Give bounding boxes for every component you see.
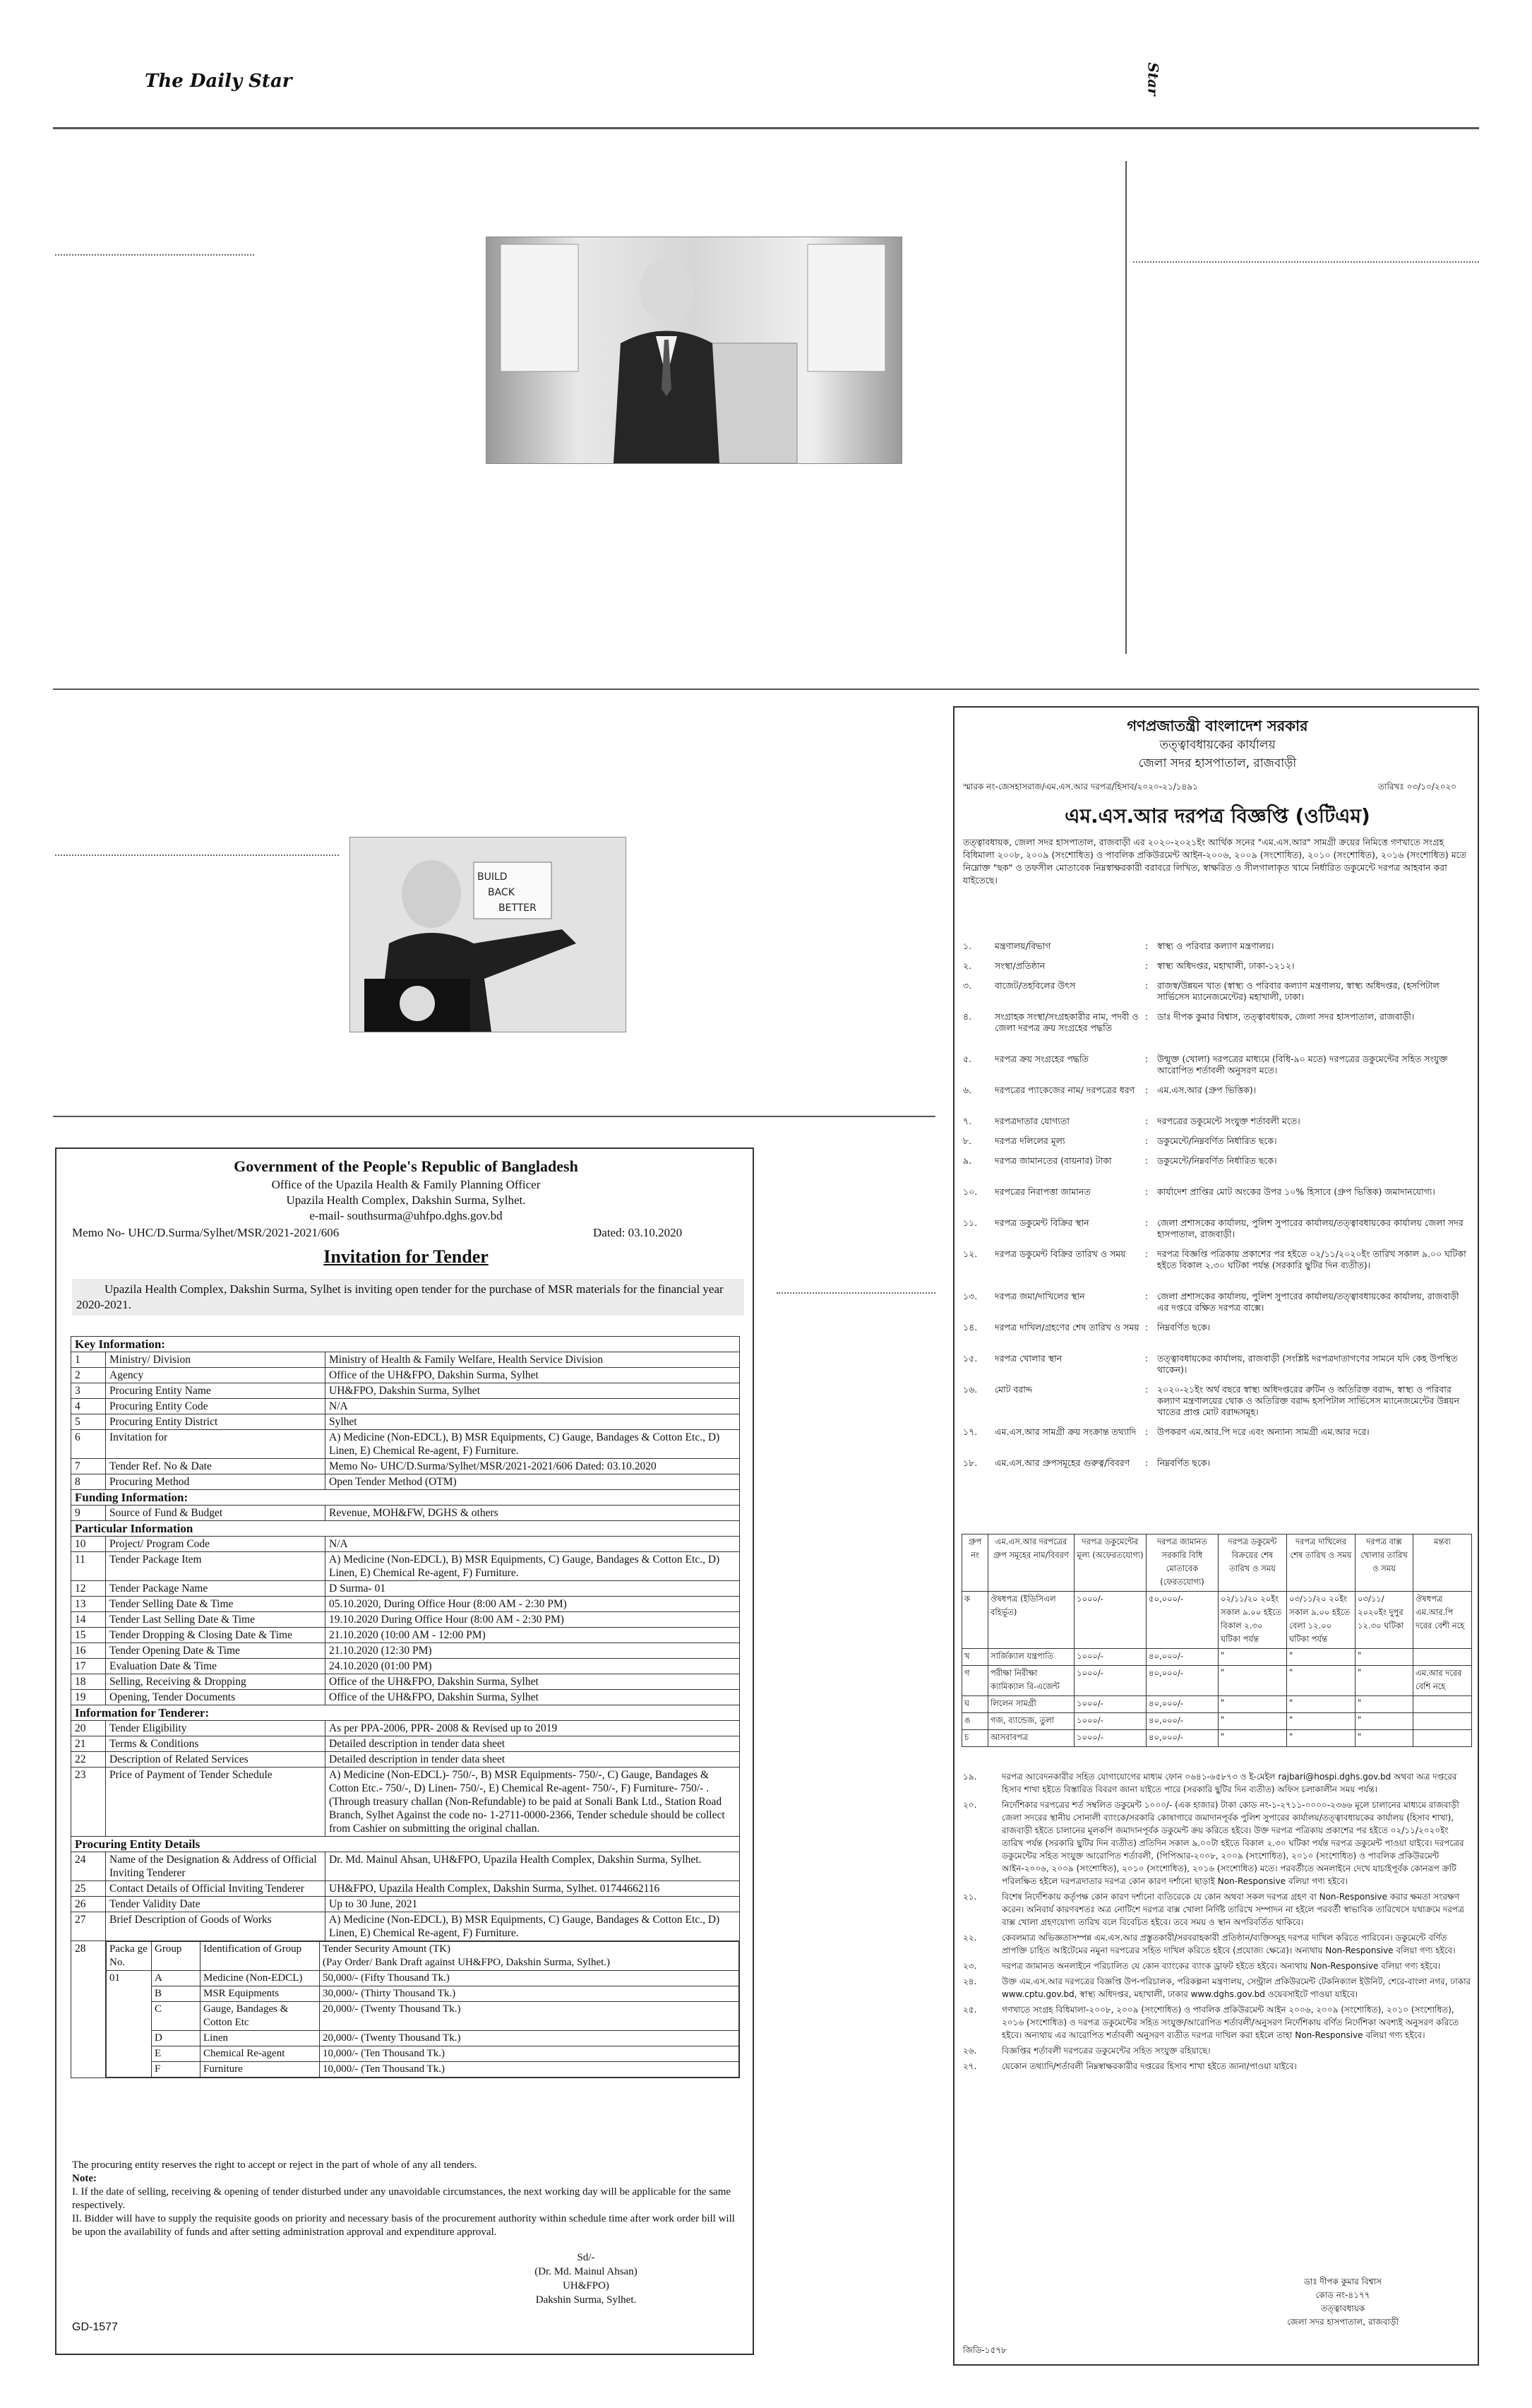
dotted-separator	[55, 854, 339, 856]
tender-notice-english	[55, 1148, 754, 2355]
list-item: ২০. নির্দেশিকার দরপত্রের শর্ত সম্বলিত ডকুমেন্ট ১০০০/- (এক হাজার) টাকা কোড নং-১-২৭১১-০০০০-২৩৬৬ মূলে চালানের মাধ্যমে রাজবাড়ী জেলা সদরের স্থানীয় সোনালী ব্যাংকে/সরকারি কোষাগারে জমাদানপূর্বক পুলিশ সুপারের কার্যালয়/তত্ত্বাবধায়কের কার্যালয় (হিসাব শাখা), রাজবাড়ী হইতে চালানের মূলকপি জমাদানপূর্বক ডকুমেন্ট ক্রয় করিতে হইবে। উক্ত দরপত্র পত্রিকায় প্রকাশের পর হইতে ০২/১১/২০২০ইং তারিখ পর্যন্ত (সরকারি ছুটির দিন ব্যতীত) প্রতিদিন সকাল ৯.০০টা হইতে বিকাল ২.৩০ ঘটিকা পর্যন্ত দরপত্র ডকুমেন্ট পাওয়া যাইবে। দরপত্রের ডকুমেন্টের সহিত সংযুক্ত আরোপিত শর্তাবলী, (পিপিআর-২০০৮, ২০০৯ (সংশোধিত), ২০১০ (সংশোধিত) ও পাবলিক প্রকিউরমেন্ট আইন-২০০৬, ২০০৯ (সংশোধিত), ২০১০ (সংশোধিত), ২০১৬ (সংশোধিত) মতে। পরবর্তীতে অনলাইনে দেখে যাচাইপূর্বক কোনরূপ ক্রটি পরিলক্ষিত হইলে দরপত্রদাতার দরপত্র কোন কারণ দর্শানো ছাড়াই Non-Responsive বলিয়া গণ্য হইবে।	[963, 1800, 1464, 1886]
table-row: 26 Tender Validity Date Up to 30 June, 2021	[71, 1897, 740, 1912]
tender-key-table	[71, 1336, 740, 2078]
table-row: 5 Procuring Entity District Sylhet	[71, 1414, 740, 1430]
dotted-separator	[1133, 261, 1479, 263]
list-item: ২৭. যেকোন তথ্যাদি/শর্তাবলী নিম্নস্বাক্ষরকারীর দপ্তরের হিসাব শাখা হইতে জানা/পাওয়া যাইবে।	[963, 2061, 1297, 2071]
table-row: 16 Tender Opening Date & Time 21.10.2020 (12:30 PM)	[71, 1643, 740, 1659]
note-title: Note:	[72, 2173, 97, 2184]
section-heading: Particular Information	[71, 1521, 740, 1537]
photo-man-at-podium	[349, 837, 626, 1032]
section-heading: Procuring Entity Details	[71, 1837, 740, 1852]
table-row: 19 Opening, Tender Documents Office of the UH&FPO, Dakshin Surma, Sylhet	[71, 1690, 740, 1705]
table-row: 8 Procuring Method Open Tender Method (OTM)	[71, 1474, 740, 1490]
dotted-separator	[55, 254, 254, 256]
note-item: II. Bidder will have to supply the requisite goods on priority and necessary basis of the procurement authority within schedule time after work order bill will be upon the availability of funds and after setting administration approval and expenditure approval.	[72, 2213, 735, 2238]
table-row: গ্রুপ নং এম.এস.আর দরপত্রের গ্রুপ সমূহের নাম/বিবরণ দরপত্র ডকুমেন্টের মূল্য (অফেরতযোগ্য) দরপত্র জামানত সরকারি বিধি মোতাবেক (ফেরতযোগ্য) দরপত্র ডকুমেন্ট বিক্রয়ের শেষ তারিখ ও সময় দরপত্র দাখিলের শেষ তারিখ ও সময় দরপত্র বাক্স খোলার তারিখ ও সময় মন্তব্য	[962, 1534, 1472, 1592]
bn-notes	[963, 1770, 1471, 2075]
header-rule	[53, 127, 1479, 129]
list-item: ২২. কেবলমাত্র অভিজ্ঞতাসম্পন্ন এম.এস.আর প্রস্তুতকারী/সরবরাহকারী প্রতিষ্ঠান/ব্যক্তিসমূহ দরপত্র দাখিল করিতে পারিবেন। ডকুমেন্টে বর্ণিত প্রাপক্তি চাহিত আইটেমের নমুনা দরপত্রের সহিত দাখিল করিতে হইবে (প্রযোজ্য ক্ষেত্রে)। অন্যথায় Non-Responsive বলিয়া গণ্য হইবে।	[963, 1933, 1456, 1955]
table-row: ঙ গজ, ব্যান্ডেজ, তুলা ১০০০/- ৪০,০০০/- " " "	[962, 1713, 1472, 1730]
section-heading: Funding Information:	[71, 1490, 740, 1506]
tender-dated: Dated: 03.10.2020	[593, 1226, 683, 1239]
tender-email: e-mail- southsurma@uhfpo.dghs.gov.bd	[309, 1209, 503, 1222]
svg-text:BUILD: BUILD	[477, 871, 508, 883]
tender-intro: Upazila Health Complex, Dakshin Surma, Sylhet is inviting open tender for the purchase of MSR materials for the financial year 2020-2021.	[72, 1279, 744, 1316]
section-rule	[53, 689, 1479, 690]
table-row: 25 Contact Details of Official Inviting Tenderer UH&FPO, Upazila Health Complex, Dakshin Surma, Sylhet. 01744662116	[71, 1881, 740, 1897]
table-row: 21 Terms & Conditions Detailed description in tender data sheet	[71, 1736, 740, 1752]
list-item: ২৬. বিজ্ঞপ্তির শর্তাবলী দরপত্রের ডকুমেন্টের সহিত সংযুক্ত রহিয়াছে।	[963, 2046, 1211, 2056]
bn-signature-block: ডাঃ দীপক কুমার বিশ্বাস কোড নং-৪১৭৭ তত্ত্বাবধায়ক জেলা সদর হাসপাতাল, রাজবাড়ী	[1287, 2277, 1399, 2327]
column-rule	[1125, 161, 1127, 654]
reserve-note: The procuring entity reserves the right to accept or reject in the part of whole of any all tenders.	[72, 2159, 477, 2171]
section-heading: Key Information:	[71, 1337, 740, 1352]
bn-gd-code: জিডি-১৫৭৮	[963, 2345, 1007, 2355]
table-row: 2 Agency Office of the UH&FPO, Dakshin Surma, Sylhet	[71, 1368, 740, 1383]
page-mark: Star	[1144, 62, 1162, 96]
table-row: 13 Tender Selling Date & Time 05.10.2020, During Office Hour (8:00 AM - 2:30 PM)	[71, 1597, 740, 1612]
list-item: ২৩. দরপত্র জামানত অনলাইনে পরিচালিত যে কোন ব্যাংকের ব্যাংক ড্রাফট হইতে হইবে। অন্যথায় Non-Responsive বলিয়া গণ্য হইবে।	[963, 1961, 1441, 1971]
tender-memo: Memo No- UHC/D.Surma/Sylhet/MSR/2021-2021/606	[72, 1226, 340, 1239]
bn-gov-title: গণপ্রজাতন্ত্রী বাংলাদেশ সরকার	[1127, 717, 1308, 734]
section-rule	[53, 1116, 935, 1117]
bn-group-table	[962, 1534, 1472, 1747]
table-row: 10 Project/ Program Code N/A	[71, 1537, 740, 1552]
bn-intro: তত্ত্বাবধায়ক, জেলা সদর হাসপাতাল, রাজবাড়ী এর ২০২০-২০২১ইং আর্থিক সনের "এম.এস.আর" সামগ্রী ক্রয়ের নিমিত্তে গণখাতে সংগ্রহ বিধিমালা ২০০৮, ২০০৯ (সংশোধিত) ও পাবলিক প্রকিউরমেন্ট আইন-২০০৬, ২০০৯ (সংশোধিত), ২০১০ (সংশোধিত), ২০১৬ (সংশোধিত) মতে নিম্নোক্ত "ছক" ও তফসীল মোতাবেক নিম্নস্বাক্ষরকারী বরাবরে লিখিত, স্বাক্ষরিত ও সীলগালাকৃত খামে নির্ধারিত ডকুমেন্টে দরপত্র আহবান করা যাইতেছে।	[963, 837, 1467, 886]
table-row: 14 Tender Last Selling Date & Time 19.10.2020 During Office Hour (8:00 AM - 2:30 PM)	[71, 1612, 740, 1628]
table-row: 9 Source of Fund & Budget Revenue, MOH&FW, DGHS & others	[71, 1506, 740, 1521]
table-row: 20 Tender Eligibility As per PPA-2006, PPR- 2008 & Revised up to 2019	[71, 1721, 740, 1736]
photo-man-in-suit	[486, 237, 902, 464]
table-row: 22 Description of Related Services Detailed description in tender data sheet	[71, 1752, 740, 1768]
tender-gov-title: Government of the People's Republic of Bangladesh	[234, 1157, 578, 1175]
bn-date: তারিখঃ ০৩/১০/২০২০	[1378, 782, 1457, 792]
table-row: Packa ge No. Group Identification of Group Tender Security Amount (TK) (Pay Order/ Bank Draft against UH&FPO, Dakshin Surma, Sylhet.)	[107, 1942, 739, 1971]
table-row: 15 Tender Dropping & Closing Date & Time 21.10.2020 (10:00 AM - 12:00 PM)	[71, 1628, 740, 1643]
table-row: 18 Selling, Receiving & Dropping Office of the UH&FPO, Dakshin Surma, Sylhet	[71, 1674, 740, 1690]
gd-code: GD-1577	[72, 2321, 118, 2333]
table-row: চ আসবাবপত্র ১০০০/- ৪০,০০০/- " " "	[962, 1730, 1472, 1747]
tender-notice-bangla: গণপ্রজাতন্ত্রী বাংলাদেশ সরকার তত্ত্বাবধায়কের কার্যালয় জেলা সদর হাসপাতাল, রাজবাড়ী স্মারক নং-জেসহাসরাজ/এম.এস.আর দরপত্র/হিসাব/২০২০-২১/১৪৯১ তারিখঃ ০৩/১০/২০২০ এম.এস.আর দরপত্র বিজ্ঞপ্তি (ওটিএম) তত্ত্বাবধায়ক, জেলা সদর হাসপাতাল, রাজবাড়ী এর ২০২০-২০২১ইং আর্থিক সনের "এম.এস.আর" সামগ্রী ক্রয়ের নিমিত্তে গণখাতে সংগ্রহ বিধিমালা ২০০৮, ২০০৯ (সংশোধিত) ও পাবলিক প্রকিউরমেন্ট আইন-২০০৬, ২০০৯ (সংশোধিত), ২০১০ (সংশোধিত), ২০১৬ (সংশোধিত) মতে নিম্নোক্ত "ছক" ও তফসীল মোতাবেক নিম্নস্বাক্ষরকারী বরাবরে লিখিত, স্বাক্ষরিত ও সীলগালাকৃত খামে নির্ধারিত ডকুমেন্টে দরপত্র আহবান করা যাইতেছে। ১. মন্ত্রণালয়/বিভাগ : স্বাস্থ্য ও পরিবার কল্যাণ মন্ত্রণালয়। ২. সংস্থা/প্রতিষ্ঠান : স্বাস্থ্য অধিদপ্তর, মহাখালী, ঢাকা-১২১২। ৩. বাজেট/তহবিলের উৎস : রাজস্ব/উন্নয়ন খাত (স্বাস্থ্য ও পরিবার কল্যাণ মন্ত্রণালয়, স্বাস্থ্য অধিদপ্তর, (হসপিটাল সার্ভিসেস ম্যানেজমেন্টের) মহাখালী, ঢাকা। ৪. সংগ্রাহক সংস্থা/সংগ্রহকারীর নাম, পদবী ও জেলা দরপত্র ক্রয় সংগ্রহের পদ্ধতি : ডাঃ দীপক কুমার বিশ্বাস, তত্ত্বাবধায়ক, জেলা সদর হাসপাতাল, রাজবাড়ী। ৫. দরপত্র ক্রয় সংগ্রহের পদ্ধতি : উন্মুক্ত (খোলা) দরপত্রের মাধ্যমে (বিধি-৯০ মতে) দরপত্রের ডকুমেন্টের সহিত সংযুক্ত আরোপিত শর্তাবলী অনুসরণ মতে। ৬. দরপত্রের প্যাকেজের নাম/ দরপত্রের ধরণ : এম.এস.আর (গ্রুপ ভিত্তিক)। ৭. দরপত্রদাতার যোগ্যতা : দরপত্রের ডকুমেন্টে সংযুক্ত শর্তাবলী মতে। ৮. দরপত্র দলিলের মূল্য : ডকুমেন্টে/নিম্নবর্ণিত নির্ধারিত ছকে। ৯. দরপত্র জামানতের (বায়নার) টাকা : ডকুমেন্টে/নিম্নবর্ণিত নির্ধারিত ছকে। ১০. দরপত্রের নিরাপত্তা জামানত : কার্যাদেশ প্রাপ্তির মোট অংকের উপর ১০% হিসাবে (গ্রুপ ভিত্তিক) জমাদানযোগ্য। ১১. দরপত্র ডকুমেন্ট বিক্রির স্থান : জেলা প্রশাসকের কার্যালয়, পুলিশ সুপারের কার্যালয়/তত্ত্বাবধায়কের কার্যালয় জেলা সদর হাসপাতাল, রাজবাড়ী। ১২. দরপত্র ডকুমেন্ট বিক্রির তারিখ ও সময় : দরপত্র বিজ্ঞপ্তি পত্রিকায় প্রকাশের পর হইতে ০২/১১/২০২০ইং তারিখ সকাল ৯.০০ ঘটিকা হইতে বিকাল ২.৩০ ঘটিকা পর্যন্ত (সরকারি ছুটির দিন ব্যতীত)। ১৩. দরপত্র জমা/দাখিলের স্থান : জেলা প্রশাসকের কার্যালয়, পুলিশ সুপারের কার্যালয়/তত্ত্বাবধায়কের কার্যালয়, রাজবাড়ী এর দপ্তরে রক্ষিত দরপত্র বাক্সে। ১৪. দরপত্র দাখিল/গ্রহণের শেষ তারিখ ও সময় : নিম্নবর্ণিত ছকে। ১৫. দরপত্র খোলার স্থান : তত্ত্বাবধায়কের কার্যালয়, রাজবাড়ী (সংশ্লিষ্ট দরপত্রদাতাগণের সামনে যদি কেহ উপস্থিত থাকেন)। ১৬. মোট বরাদ্দ : ২০২০-২১ইং অর্থ বছরে স্বাস্থ্য অধিদপ্তরের রুটিন ও অতিরিক্ত বরাদ্দ, স্বাস্থ্য ও পরিবার কল্যাণ মন্ত্রণালয়ের থোক ও অতিরিক্ত বরাদ্দ হসপিটাল সার্ভিসেস ম্যানেজমেন্টের উন্নয়ন খাতের প্রাপ্ত মোট বরাদ্দসমূহ। ১৭. এম.এস.আর সামগ্রী ক্রয় সংক্রান্ত তথ্যাদি : উপকরণ এম.আর.পি দরে এবং অন্যান্য সামগ্রী এম.আর দরে। ১৮. এম.এস.আর গ্রুপসমূহের গুরুত্ব/বিবরণ : নিম্নবর্ণিত ছকে। গ্রুপ নং এম.এস.আর দরপত্রের গ্রুপ সমূহের নাম/বিবরণ দরপত্র ডকুমেন্টের মূল্য (অফেরতযোগ্য) দরপত্র জামানত সরকারি বিধি মোতাবেক (ফেরতযোগ্য) দরপত্র ডকুমেন্ট বিক্রয়ের শেষ তারিখ ও সময় দরপত্র দাখিলের শেষ তারিখ ও সময় দরপত্র বাক্স খোলার তারিখ ও সময় মন্তব্য ক ঔষধপত্র (ইডিসিএল বহির্ভূত) ১০০০/- ৫০,০০০/- ০২/১১/২০ ২০ইং সকাল ৯.০০ হইতে বিকাল ২.৩০ ঘটিকা পর্যন্ত ০৩/১১/২০ ২০ইং সকাল ৯.০০ হইতে বেলা ১২.০০ ঘটিকা পর্যন্ত ০৩/১১/ ২০২০ইং দুপুর ১২.৩০ ঘটিকা ঔষধপত্র এম.আর.পি দরের বেশী নহে খ সার্জিক্যাল যন্ত্রপাতি ১০০০/- ৪০,০০০/- " " " গ পরীক্ষা নিরীক্ষা ক্যামিক্যাল রি-এজেন্ট ১০০০/- ৪০,০০০/- " " " এম.আর দরের বেশি নহে ঘ লিলেন সামগ্রী ১০০০/- ৪০,০০০/- " " " ঙ গজ, ব্যান্ডেজ, তুলা ১০০০/- ৪০,০০০/- " " " চ আসবাবপত্র ১০০০/- ৪০,০০০/- " " " ১৯. দরপত্র আবেদনকারীর সহিত যোগাযোগের মাধ্যম ফোন ০৬৪১-৬৫৮৭৩ ও ই-মেইল rajbari@hospi.dghs.gov.bd অথবা অত্র দপ্তরের হিসাব শাখা হইতে বিস্তারিত বিবরণ জানা যাইতে পারে (সরকারি ছুটির দিন ব্যতীত) অফিস চলাকালীন সময় পর্যন্ত। ২০. নির্দেশিকার দরপত্রের শর্ত সম্বলিত ডকুমেন্ট ১০০০/- (এক হাজার) টাকা কোড নং-১-২৭১১-০০০০-২৩৬৬ মূলে চালানের মাধ্যমে রাজবাড়ী জেলা সদরের স্থানীয় সোনালী ব্যাংকে/সরকারি কোষাগারে জমাদানপূর্বক পুলিশ সুপারের কার্যালয়/তত্ত্বাবধায়কের কার্যালয় (হিসাব শাখা), রাজবাড়ী হইতে চালানের মূলকপি জমাদানপূর্বক ডকুমেন্ট ক্রয় করিতে হইবে। উক্ত দরপত্র পত্রিকায় প্রকাশের পর হইতে ০২/১১/২০২০ইং তারিখ পর্যন্ত (সরকারি ছুটির দিন ব্যতীত) প্রতিদিন সকাল ৯.০০টা হইতে বিকাল ২.৩০ ঘটিকা পর্যন্ত দরপত্র ডকুমেন্ট পাওয়া যাইবে। দরপত্রের ডকুমেন্টের সহিত সংযুক্ত আরোপিত শর্তাবলী, (পিপিআর-২০০৮, ২০০৯ (সংশোধিত), ২০১০ (সংশোধিত) ও পাবলিক প্রকিউরমেন্ট আইন-২০০৬, ২০০৯ (সংশোধিত), ২০১০ (সংশোধিত), ২০১৬ (সংশোধিত) মতে। পরবর্তীতে অনলাইনে দেখে যাচাইপূর্বক কোনরূপ ক্রটি পরিলক্ষিত হইলে দরপত্রদাতার দরপত্র কোন কারণ দর্শানো ছাড়াই Non-Responsive বলিয়া গণ্য হইবে। ২১. বিশেষ নির্দেশিকায় কর্তৃপক্ষ কোন কারণ দর্শানো ব্যতিরেকে যে কোন অথবা সকল দরপত্র গ্রহণ বা Non-Responsive করার ক্ষমতা সংরক্ষণ করেন। অনিবার্য কারণবশতঃ অত্র নোটিশে দরপত্র বাক্স খোলা নির্দিষ্ট তারিখে সম্পাদন না হইলে পরবর্তী স্বাভাবিক তারিখেসে যথাক্রমে দরপত্র বাক্স খোলা গ্রহণযোগ্য তারিখ বলে বিবেচিত হইবে। তবে সময় ও স্থান অপরিবর্তিত থাকিবে। ২২. কেবলমাত্র অভিজ্ঞতাসম্পন্ন এম.এস.আর প্রস্তুতকারী/সরবরাহকারী প্রতিষ্ঠান/ব্যক্তিসমূহ দরপত্র দাখিল করিতে পারিবেন। ডকুমেন্টে বর্ণিত প্রাপক্তি চাহিত আইটেমের নমুনা দরপত্রের সহিত দাখিল করিতে হইবে (প্রযোজ্য ক্ষেত্রে)। অন্যথায় Non-Responsive বলিয়া গণ্য হইবে। ২৩. দরপত্র জামানত অনলাইনে পরিচালিত যে কোন ব্যাংকের ব্যাংক ড্রাফট হইতে হইবে। অন্যথায় Non-Responsive বলিয়া গণ্য হইবে। ২৪. উক্ত এম.এস.আর দরপত্রের বিজ্ঞপ্তি উপ-পরিচালক, পরিকল্পনা মন্ত্রণালয়, সেন্ট্রাল প্রকিউরমেন্ট টেকনিক্যাল ইউনিট, শেরে-বাংলা নগর, ঢাকার www.cptu.gov.bd, স্বাস্থ্য অধিদপ্তর, মহাখালী, ঢাকার www.dghs.gov.bd ওয়েবসাইটে পাওয়া যাইবে। ২৫. গণখাতে সংগ্রহ বিধিমালা-২০০৮, ২০০৯ (সংশোধিত) ও পাবলিক প্রকিউরমেন্ট আইন ২০০৬, ২০০৯ (সংশোধিত), ২০১০ (সংশোধিত), ২০১৬ (সংশোধিত) ও দরপত্র ডকুমেন্টের সহিত সংযুক্ত/আরোপিত শর্তাবলী/অনুসরণ নির্দেশিকায় বর্ণিত নির্দেশিকা অবশ্যই অনুসরণ করিতে হইবে। অন্যথায় এর আরোপিত শর্তাবলী অনুসরণ ব্যতীত দরপত্র দাখিল করা হইলে তাহা Non-Responsive বলিয়া গণ্য হইবে। ২৬. বিজ্ঞপ্তির শর্তাবলী দরপত্রের ডকুমেন্টের সহিত সংযুক্ত রহিয়াছে। ২৭. যেকোন তথ্যাদি/শর্তাবলী নিম্নস্বাক্ষরকারীর দপ্তরের হিসাব শাখা হইতে জানা/পাওয়া যাইবে। ডাঃ দীপক কুমার বিশ্বাস কোড নং-৪১৭৭ তত্ত্বাবধায়ক জেলা সদর হাসপাতাল, রাজবাড়ী জিডি-১৫৭৮	[953, 706, 1479, 2366]
bn-memo: স্মারক নং-জেসহাসরাজ/এম.এস.আর দরপত্র/হিসাব/২০২০-২১/১৪৯১	[963, 782, 1198, 792]
list-item: ২৫. গণখাতে সংগ্রহ বিধিমালা-২০০৮, ২০০৯ (সংশোধিত) ও পাবলিক প্রকিউরমেন্ট আইন ২০০৬, ২০০৯ (সংশোধিত), ২০১০ (সংশোধিত), ২০১৬ (সংশোধিত) ও দরপত্র ডকুমেন্টের সহিত সংযুক্ত/আরোপিত শর্তাবলী/অনুসরণ নির্দেশিকায় বর্ণিত নির্দেশিকা অবশ্যই অনুসরণ করিতে হইবে। অন্যথায় এর আরোপিত শর্তাবলী অনুসরণ ব্যতীত দরপত্র দাখিল করা হইলে তাহা Non-Responsive বলিয়া গণ্য হইবে।	[963, 2005, 1459, 2040]
tender-footer	[72, 2159, 739, 2239]
table-row: খ সার্জিক্যাল যন্ত্রপাতি ১০০০/- ৪০,০০০/- " " "	[962, 1649, 1472, 1666]
table-row: 4 Procuring Entity Code N/A	[71, 1399, 740, 1414]
table-row: F Furniture 10,000/- (Ten Thousand Tk.)	[107, 2062, 739, 2078]
table-row: ঘ লিলেন সামগ্রী ১০০০/- ৪০,০০০/- " " "	[962, 1696, 1472, 1713]
list-item: ২৪. উক্ত এম.এস.আর দরপত্রের বিজ্ঞপ্তি উপ-পরিচালক, পরিকল্পনা মন্ত্রণালয়, সেন্ট্রাল প্রকিউরমেন্ট টেকনিক্যাল ইউনিট, শেরে-বাংলা নগর, ঢাকার www.cptu.gov.bd, স্বাস্থ্য অধিদপ্তর, মহাখালী, ঢাকার www.dghs.gov.bd ওয়েবসাইটে পাওয়া যাইবে।	[963, 1977, 1471, 1999]
bn-hospital: জেলা সদর হাসপাতাল, রাজবাড়ী	[1138, 756, 1297, 770]
tender-complex: Upazila Health Complex, Dakshin Surma, Sylhet.	[286, 1193, 526, 1207]
tender-office: Office of the Upazila Health & Family Planning Officer	[271, 1178, 541, 1191]
table-row: 24 Name of the Designation & Address of Official Inviting Tenderer Dr. Md. Mainul Ahsan, UH&FPO, Upazila Health Complex, Dakshin Surma, Sylhet.	[71, 1852, 740, 1881]
table-row: 01 A Medicine (Non-EDCL) 50,000/- (Fifty Thousand Tk.)	[107, 1971, 739, 1986]
table-row: 27 Brief Description of Goods of Works A) Medicine (Non-EDCL), B) MSR Equipments, C) Gauge, Bandages & Cotton Etc., D) Linen, E) Chemical Re-agent, F) Furniture.	[71, 1912, 740, 1941]
table-row: 6 Invitation for A) Medicine (Non-EDCL), B) MSR Equipments, C) Gauge, Bandages & Cotton Etc., D) Linen, E) Chemical Re-agent, F) Furniture.	[71, 1430, 740, 1459]
bn-title: এম.এস.আর দরপত্র বিজ্ঞপ্তি (ওটিএম)	[1065, 804, 1370, 828]
list-item: ১৯. দরপত্র আবেদনকারীর সহিত যোগাযোগের মাধ্যম ফোন ০৬৪১-৬৫৮৭৩ ও ই-মেইল rajbari@hospi.dghs.gov.bd অথবা অত্র দপ্তরের হিসাব শাখা হইতে বিস্তারিত বিবরণ জানা যাইতে পারে (সরকারি ছুটির দিন ব্যতীত) অফিস চলাকালীন সময় পর্যন্ত।	[963, 1772, 1457, 1794]
table-row: গ পরীক্ষা নিরীক্ষা ক্যামিক্যাল রি-এজেন্ট ১০০০/- ৪০,০০০/- " " " এম.আর দরের বেশি নহে	[962, 1666, 1472, 1696]
table-row: B MSR Equipments 30,000/- (Thirty Thousand Tk.)	[107, 1986, 739, 2002]
dotted-separator	[777, 1292, 935, 1294]
tender-invitation-title: Invitation for Tender	[323, 1246, 489, 1267]
section-heading: Information for Tenderer:	[71, 1705, 740, 1721]
svg-text:BETTER: BETTER	[498, 902, 537, 914]
table-row: 1 Ministry/ Division Ministry of Health & Family Welfare, Health Service Division	[71, 1352, 740, 1368]
table-row: 12 Tender Package Name D Surma- 01	[71, 1581, 740, 1597]
table-row: 28 Packa ge No. Group Identification of Group Tender Security Amount (TK) (Pay Order/ Bank Draft against UH&FPO, Dakshin Surma, Sylhet.) 01 A Medicine (Non-EDCL) 50,000/- (Fifty Thousand Tk.) B MSR Equipments 30,000/- (Thirty Thousand Tk.) C Gauge, Bandages & Cotton Etc 20,000/- (Twenty Thousand Tk.) D Linen 20,000/- (Twenty Thousand Tk.) E Chemical Re-agent 10,000/- (Ten Thousand Tk.) F Furniture 10,000/- (Ten Thousand Tk.)	[71, 1941, 740, 2078]
table-row: D Linen 20,000/- (Twenty Thousand Tk.)	[107, 2031, 739, 2046]
table-row: C Gauge, Bandages & Cotton Etc 20,000/- (Twenty Thousand Tk.)	[107, 2002, 739, 2031]
table-row: E Chemical Re-agent 10,000/- (Ten Thousand Tk.)	[107, 2046, 739, 2062]
table-row: 7 Tender Ref. No & Date Memo No- UHC/D.Surma/Sylhet/MSR/2021-2021/606 Dated: 03.10.2020	[71, 1459, 740, 1474]
table-row: 17 Evaluation Date & Time 24.10.2020 (01:00 PM)	[71, 1659, 740, 1674]
security-amount-table	[106, 1941, 739, 2078]
svg-text:BACK: BACK	[488, 887, 515, 898]
table-row: 11 Tender Package Item A) Medicine (Non-EDCL), B) MSR Equipments, C) Gauge, Bandages & Cotton Etc., D) Linen, E) Chemical Re-agent, F) Furniture.	[71, 1552, 740, 1581]
note-item: I. If the date of selling, receiving & opening of tender disturbed under any unavoidable circumstances, the next working day will be applicable for the same respectively.	[72, 2186, 731, 2211]
masthead: The Daily Star	[145, 71, 292, 92]
table-row: ক ঔষধপত্র (ইডিসিএল বহির্ভূত) ১০০০/- ৫০,০০০/- ০২/১১/২০ ২০ইং সকাল ৯.০০ হইতে বিকাল ২.৩০ ঘটিকা পর্যন্ত ০৩/১১/২০ ২০ইং সকাল ৯.০০ হইতে বেলা ১২.০০ ঘটিকা পর্যন্ত ০৩/১১/ ২০২০ইং দুপুর ১২.৩০ ঘটিকা ঔষধপত্র এম.আর.পি দরের বেশী নহে	[962, 1592, 1472, 1649]
signature-block: Sd/- (Dr. Md. Mainul Ahsan) UH&FPO) Dakshin Surma, Sylhet.	[534, 2252, 638, 2306]
bn-office: তত্ত্বাবধায়কের কার্যালয়	[1159, 738, 1276, 752]
list-item: ২১. বিশেষ নির্দেশিকায় কর্তৃপক্ষ কোন কারণ দর্শানো ব্যতিরেকে যে কোন অথবা সকল দরপত্র গ্রহণ বা Non-Responsive করার ক্ষমতা সংরক্ষণ করেন। অনিবার্য কারণবশতঃ অত্র নোটিশে দরপত্র বাক্স খোলা নির্দিষ্ট তারিখে সম্পাদন না হইলে পরবর্তী স্বাভাবিক তারিখেসে যথাক্রমে দরপত্র বাক্স খোলা গ্রহণযোগ্য তারিখ বলে বিবেচিত হইবে। তবে সময় ও স্থান অপরিবর্তিত থাকিবে।	[963, 1892, 1464, 1927]
table-row: 23 Price of Payment of Tender Schedule A) Medicine (Non-EDCL)- 750/-, B) MSR Equipments- 750/-, C) Gauge, Bandages & Cotton Etc.- 750/-, D) Linen- 750/-, E) Chemical Re-agent- 750/-, F) Furniture- 750/- .(Through treasury challan (Non-Refundable) to be paid at Sonali Bank Ltd., Station Road Branch, Sylhet Against the code no- 1-2711-0000-2366, Tender schedule should be collect from Cashier on submitting the original challan.	[71, 1768, 740, 1837]
table-row: 3 Procuring Entity Name UH&FPO, Dakshin Surma, Sylhet	[71, 1383, 740, 1399]
